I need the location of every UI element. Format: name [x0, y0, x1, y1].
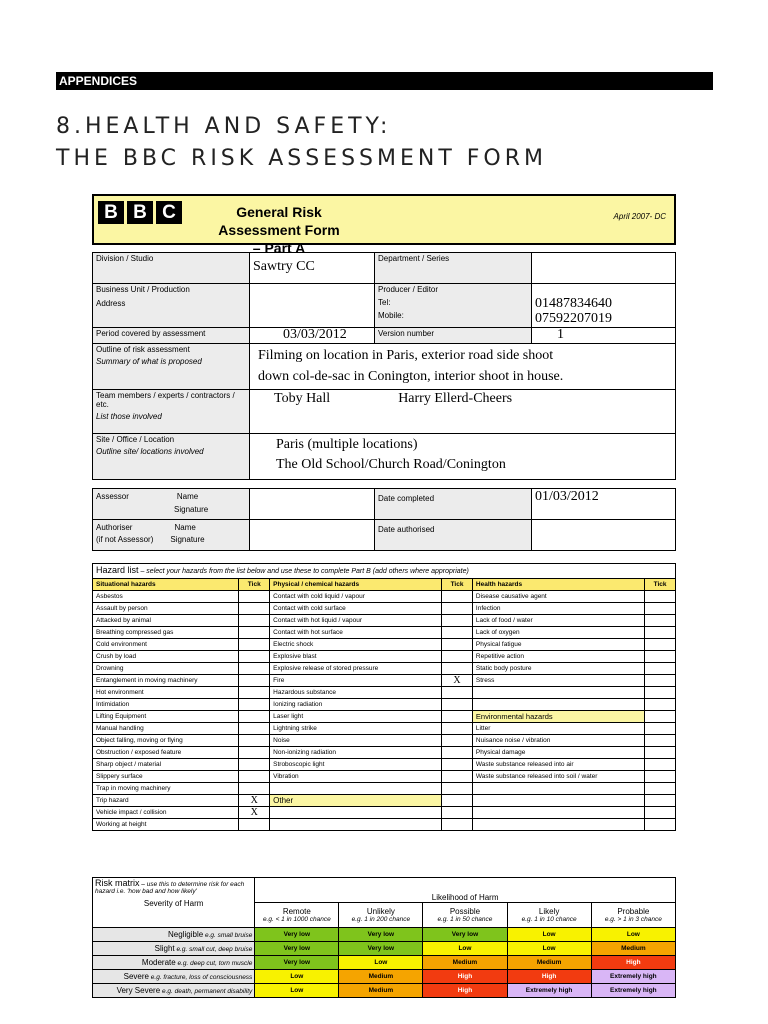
tick-cell[interactable] — [442, 819, 473, 831]
table-row — [93, 759, 676, 771]
version-value: 1 — [532, 328, 676, 344]
tick-cell[interactable] — [442, 771, 473, 783]
hazard-cell: Intimidation — [93, 699, 239, 711]
hazard-cell: Non-ionizing radiation — [270, 747, 442, 759]
assessor-label: Assessor Name Signature — [93, 489, 250, 520]
severity-header: Severity of Harm — [143, 899, 204, 908]
form-title: General Risk Assessment Form – Part A — [218, 204, 340, 256]
tick-cell[interactable] — [442, 783, 473, 795]
table-row — [93, 807, 676, 819]
tick-cell[interactable] — [442, 795, 473, 807]
tick-cell[interactable] — [645, 807, 676, 819]
tick-cell[interactable] — [442, 651, 473, 663]
tick-cell[interactable] — [645, 675, 676, 687]
tick-cell[interactable] — [645, 603, 676, 615]
tick-cell[interactable] — [645, 615, 676, 627]
hazard-cell: Physical fatigue — [472, 639, 644, 651]
hazard-cell: Slippery surface — [93, 771, 239, 783]
risk-cell: Medium — [339, 970, 423, 984]
tick-cell[interactable] — [645, 819, 676, 831]
page-title-line2: THE BBC RISK ASSESSMENT FORM — [56, 146, 548, 171]
table-row — [93, 639, 676, 651]
risk-cell: Medium — [423, 956, 507, 970]
hazard-cell — [472, 687, 644, 699]
risk-matrix-title: Risk matrix – use this to determine risk for each hazard i.e. 'how bad and how likely' Severity of Harm — [93, 878, 255, 928]
risk-row — [93, 984, 676, 998]
site-label: Site / Office / Location Outline site/ locations involved — [93, 434, 250, 480]
tick-cell[interactable] — [239, 723, 270, 735]
hazard-cell — [472, 807, 644, 819]
col-physical: Physical / chemical hazards — [270, 579, 442, 591]
authoriser-label: Authoriser Name (if not Assessor) Signature — [93, 520, 250, 551]
risk-row — [93, 970, 676, 984]
details-table — [92, 252, 676, 480]
col-tick: Tick — [645, 579, 676, 591]
hazard-cell: Trap in moving machinery — [93, 783, 239, 795]
tick-cell[interactable] — [442, 699, 473, 711]
tick-cell[interactable] — [645, 711, 676, 723]
col-situational: Situational hazards — [93, 579, 239, 591]
risk-row — [93, 956, 676, 970]
risk-cell: Low — [255, 970, 339, 984]
period-label: Period covered by assessment — [93, 328, 250, 344]
tick-cell[interactable] — [645, 723, 676, 735]
hazard-table — [92, 563, 676, 831]
tick-cell[interactable]: X — [239, 795, 270, 807]
likelihood-column: Unlikely e.g. 1 in 200 chance — [339, 903, 423, 928]
likelihood-column: Possible e.g. 1 in 50 chance — [423, 903, 507, 928]
assessor-value — [250, 489, 375, 520]
table-row — [93, 819, 676, 831]
page-title-line1: 8.HEALTH AND SAFETY: — [56, 114, 392, 139]
tick-cell[interactable] — [442, 615, 473, 627]
section-bar: APPENDICES — [56, 72, 713, 90]
risk-cell: Low — [255, 984, 339, 998]
risk-cell: Low — [507, 942, 591, 956]
hazard-cell: Obstruction / exposed feature — [93, 747, 239, 759]
hazard-cell: Other — [270, 795, 442, 807]
hazard-cell: Asbestos — [93, 591, 239, 603]
division-value: Sawtry CC — [250, 253, 375, 284]
hazard-cell: Fire — [270, 675, 442, 687]
tick-cell[interactable] — [442, 759, 473, 771]
risk-cell: Very low — [339, 928, 423, 942]
tick-cell[interactable] — [645, 699, 676, 711]
tick-cell[interactable] — [645, 591, 676, 603]
hazard-cell: Drowning — [93, 663, 239, 675]
hazard-cell — [270, 819, 442, 831]
severity-label: Negligible e.g. small bruise — [93, 928, 255, 942]
hazard-cell — [472, 819, 644, 831]
likelihood-column: Probable e.g. > 1 in 3 chance — [591, 903, 675, 928]
tick-cell[interactable] — [645, 735, 676, 747]
hazard-cell: Vibration — [270, 771, 442, 783]
hazard-cell: Explosive blast — [270, 651, 442, 663]
risk-matrix-table — [92, 877, 676, 998]
tick-cell[interactable] — [239, 675, 270, 687]
table-row — [93, 699, 676, 711]
hazard-cell: Hot environment — [93, 687, 239, 699]
date-completed-label: Date completed — [375, 489, 532, 520]
tick-cell[interactable] — [239, 699, 270, 711]
division-label: Division / Studio — [93, 253, 250, 284]
form-header — [92, 194, 676, 256]
hazard-cell: Hazardous substance — [270, 687, 442, 699]
hazard-cell: Environmental hazards — [472, 711, 644, 723]
table-row — [93, 663, 676, 675]
risk-cell: Very low — [423, 928, 507, 942]
tick-cell[interactable] — [645, 663, 676, 675]
hazard-cell: Lack of oxygen — [472, 627, 644, 639]
hazard-cell: Stress — [472, 675, 644, 687]
risk-cell: Low — [423, 942, 507, 956]
tick-cell[interactable] — [442, 687, 473, 699]
risk-cell: Extremely high — [591, 984, 675, 998]
risk-cell: Very low — [255, 928, 339, 942]
hazard-cell: Lack of food / water — [472, 615, 644, 627]
producer-value: 01487834640 07592207019 — [532, 284, 676, 328]
team-value: Toby Hall Harry Ellerd-Cheers — [250, 390, 676, 434]
tick-cell[interactable] — [239, 819, 270, 831]
hazard-cell: Contact with cold surface — [270, 603, 442, 615]
table-row — [93, 783, 676, 795]
hazard-cell: Entanglement in moving machinery — [93, 675, 239, 687]
tick-cell[interactable] — [239, 759, 270, 771]
version-label: Version number — [375, 328, 532, 344]
date-authorised-label: Date authorised — [375, 520, 532, 551]
bbc-logo: B B C — [98, 201, 182, 224]
tick-cell[interactable] — [645, 759, 676, 771]
tick-cell[interactable] — [442, 627, 473, 639]
table-row — [93, 747, 676, 759]
date-authorised-value — [532, 520, 676, 551]
table-row — [93, 627, 676, 639]
severity-label: Slight e.g. small cut, deep bruise — [93, 942, 255, 956]
department-value — [532, 253, 676, 284]
tick-cell[interactable] — [645, 771, 676, 783]
hazard-cell: Static body posture — [472, 663, 644, 675]
tick-cell[interactable] — [645, 687, 676, 699]
hazard-cell: Ionizing radiation — [270, 699, 442, 711]
severity-label: Very Severe e.g. death, permanent disability — [93, 984, 255, 998]
hazard-cell: Noise — [270, 735, 442, 747]
table-row — [93, 711, 676, 723]
tick-cell[interactable] — [645, 747, 676, 759]
hazard-cell: Nuisance noise / vibration — [472, 735, 644, 747]
tick-cell[interactable] — [645, 627, 676, 639]
tick-cell[interactable] — [442, 591, 473, 603]
hazard-cell: Waste substance released into soil / water — [472, 771, 644, 783]
tick-cell[interactable] — [239, 735, 270, 747]
tick-cell[interactable] — [239, 663, 270, 675]
form-version: April 2007- DC — [613, 212, 666, 221]
tick-cell[interactable] — [442, 807, 473, 819]
hazard-cell — [472, 699, 644, 711]
tick-cell[interactable] — [645, 795, 676, 807]
hazard-cell — [270, 807, 442, 819]
table-row — [93, 723, 676, 735]
risk-cell: Low — [339, 956, 423, 970]
tick-cell[interactable] — [239, 603, 270, 615]
hazard-cell: Litter — [472, 723, 644, 735]
business-value — [250, 284, 375, 328]
table-row — [93, 795, 676, 807]
hazard-cell: Breathing compressed gas — [93, 627, 239, 639]
tick-cell[interactable]: X — [239, 807, 270, 819]
col-health: Health hazards — [472, 579, 644, 591]
hazard-cell: Contact with hot surface — [270, 627, 442, 639]
hazard-cell: Repetitive action — [472, 651, 644, 663]
authoriser-value — [250, 520, 375, 551]
table-row — [93, 675, 676, 687]
date-completed-value: 01/03/2012 — [532, 489, 676, 520]
risk-cell: High — [591, 956, 675, 970]
tick-cell[interactable] — [442, 639, 473, 651]
hazard-cell — [472, 795, 644, 807]
producer-label: Producer / Editor Tel: Mobile: — [375, 284, 532, 328]
hazard-cell: Trip hazard — [93, 795, 239, 807]
outline-label: Outline of risk assessment Summary of what is proposed — [93, 344, 250, 390]
tick-cell[interactable] — [442, 603, 473, 615]
risk-cell: High — [507, 970, 591, 984]
tick-cell[interactable] — [442, 663, 473, 675]
risk-cell: Low — [591, 928, 675, 942]
tick-cell[interactable] — [239, 747, 270, 759]
risk-cell: Medium — [591, 942, 675, 956]
tick-cell[interactable] — [645, 783, 676, 795]
hazard-cell: Contact with hot liquid / vapour — [270, 615, 442, 627]
likelihood-header: Likelihood of Harm — [255, 878, 676, 903]
hazard-cell: Laser light — [270, 711, 442, 723]
department-label: Department / Series — [375, 253, 532, 284]
risk-cell: Very low — [339, 942, 423, 956]
likelihood-column: Remote e.g. < 1 in 1000 chance — [255, 903, 339, 928]
tick-cell[interactable] — [239, 639, 270, 651]
risk-cell: Medium — [339, 984, 423, 998]
risk-cell: Very low — [255, 956, 339, 970]
risk-row — [93, 928, 676, 942]
hazard-cell: Assault by person — [93, 603, 239, 615]
table-row — [93, 591, 676, 603]
tick-cell[interactable] — [239, 651, 270, 663]
severity-label: Severe e.g. fracture, loss of consciousness — [93, 970, 255, 984]
hazard-cell — [472, 783, 644, 795]
hazard-cell: Crush by load — [93, 651, 239, 663]
signoff-table — [92, 488, 676, 551]
tick-cell[interactable] — [239, 687, 270, 699]
team-label: Team members / experts / contractors / etc. List those involved — [93, 390, 250, 434]
tick-cell[interactable] — [239, 615, 270, 627]
tick-cell[interactable] — [645, 639, 676, 651]
table-row — [93, 651, 676, 663]
tick-cell[interactable] — [239, 627, 270, 639]
likelihood-column: Likely e.g. 1 in 10 chance — [507, 903, 591, 928]
period-value: 03/03/2012 — [250, 328, 375, 344]
hazard-cell: Stroboscopic light — [270, 759, 442, 771]
tick-cell[interactable] — [442, 723, 473, 735]
hazard-cell: Lifting Equipment — [93, 711, 239, 723]
hazard-cell: Explosive release of stored pressure — [270, 663, 442, 675]
risk-cell: Extremely high — [591, 970, 675, 984]
hazard-cell: Vehicle impact / collision — [93, 807, 239, 819]
table-row — [93, 771, 676, 783]
hazard-cell: Contact with cold liquid / vapour — [270, 591, 442, 603]
hazard-cell: Sharp object / material — [93, 759, 239, 771]
hazard-cell: Manual handling — [93, 723, 239, 735]
hazard-cell: Disease causative agent — [472, 591, 644, 603]
table-row — [93, 687, 676, 699]
tick-cell[interactable] — [442, 711, 473, 723]
tick-cell[interactable] — [442, 735, 473, 747]
hazard-cell — [270, 783, 442, 795]
severity-label: Moderate e.g. deep cut, torn muscle — [93, 956, 255, 970]
outline-value: Filming on location in Paris, exterior road side shoot down col-de-sac in Conington, interior shoot in house. — [250, 344, 676, 390]
risk-cell: Low — [507, 928, 591, 942]
hazard-cell: Infection — [472, 603, 644, 615]
risk-cell: Very low — [255, 942, 339, 956]
risk-cell: Extremely high — [507, 984, 591, 998]
hazard-cell: Object falling, moving or flying — [93, 735, 239, 747]
tick-cell[interactable] — [645, 651, 676, 663]
table-row — [93, 735, 676, 747]
tick-cell[interactable]: X — [442, 675, 473, 687]
risk-cell: High — [423, 970, 507, 984]
risk-cell: High — [423, 984, 507, 998]
tick-cell[interactable] — [239, 711, 270, 723]
risk-cell: Medium — [507, 956, 591, 970]
tick-cell[interactable] — [239, 771, 270, 783]
tick-cell[interactable] — [239, 783, 270, 795]
tick-cell[interactable] — [442, 747, 473, 759]
business-label: Business Unit / Production Address — [93, 284, 250, 328]
hazard-cell: Working at height — [93, 819, 239, 831]
site-value: Paris (multiple locations) The Old School/Church Road/Conington — [250, 434, 676, 480]
hazard-cell: Cold environment — [93, 639, 239, 651]
hazard-title: Hazard list – select your hazards from the list below and use these to complete Part B (add others where appropriate) — [93, 564, 676, 579]
table-row — [93, 603, 676, 615]
tick-cell[interactable] — [239, 591, 270, 603]
hazard-cell: Lightning strike — [270, 723, 442, 735]
col-tick: Tick — [442, 579, 473, 591]
hazard-cell: Attacked by animal — [93, 615, 239, 627]
col-tick: Tick — [239, 579, 270, 591]
hazard-cell: Electric shock — [270, 639, 442, 651]
table-row — [93, 615, 676, 627]
hazard-cell: Physical damage — [472, 747, 644, 759]
hazard-cell: Waste substance released into air — [472, 759, 644, 771]
risk-row — [93, 942, 676, 956]
